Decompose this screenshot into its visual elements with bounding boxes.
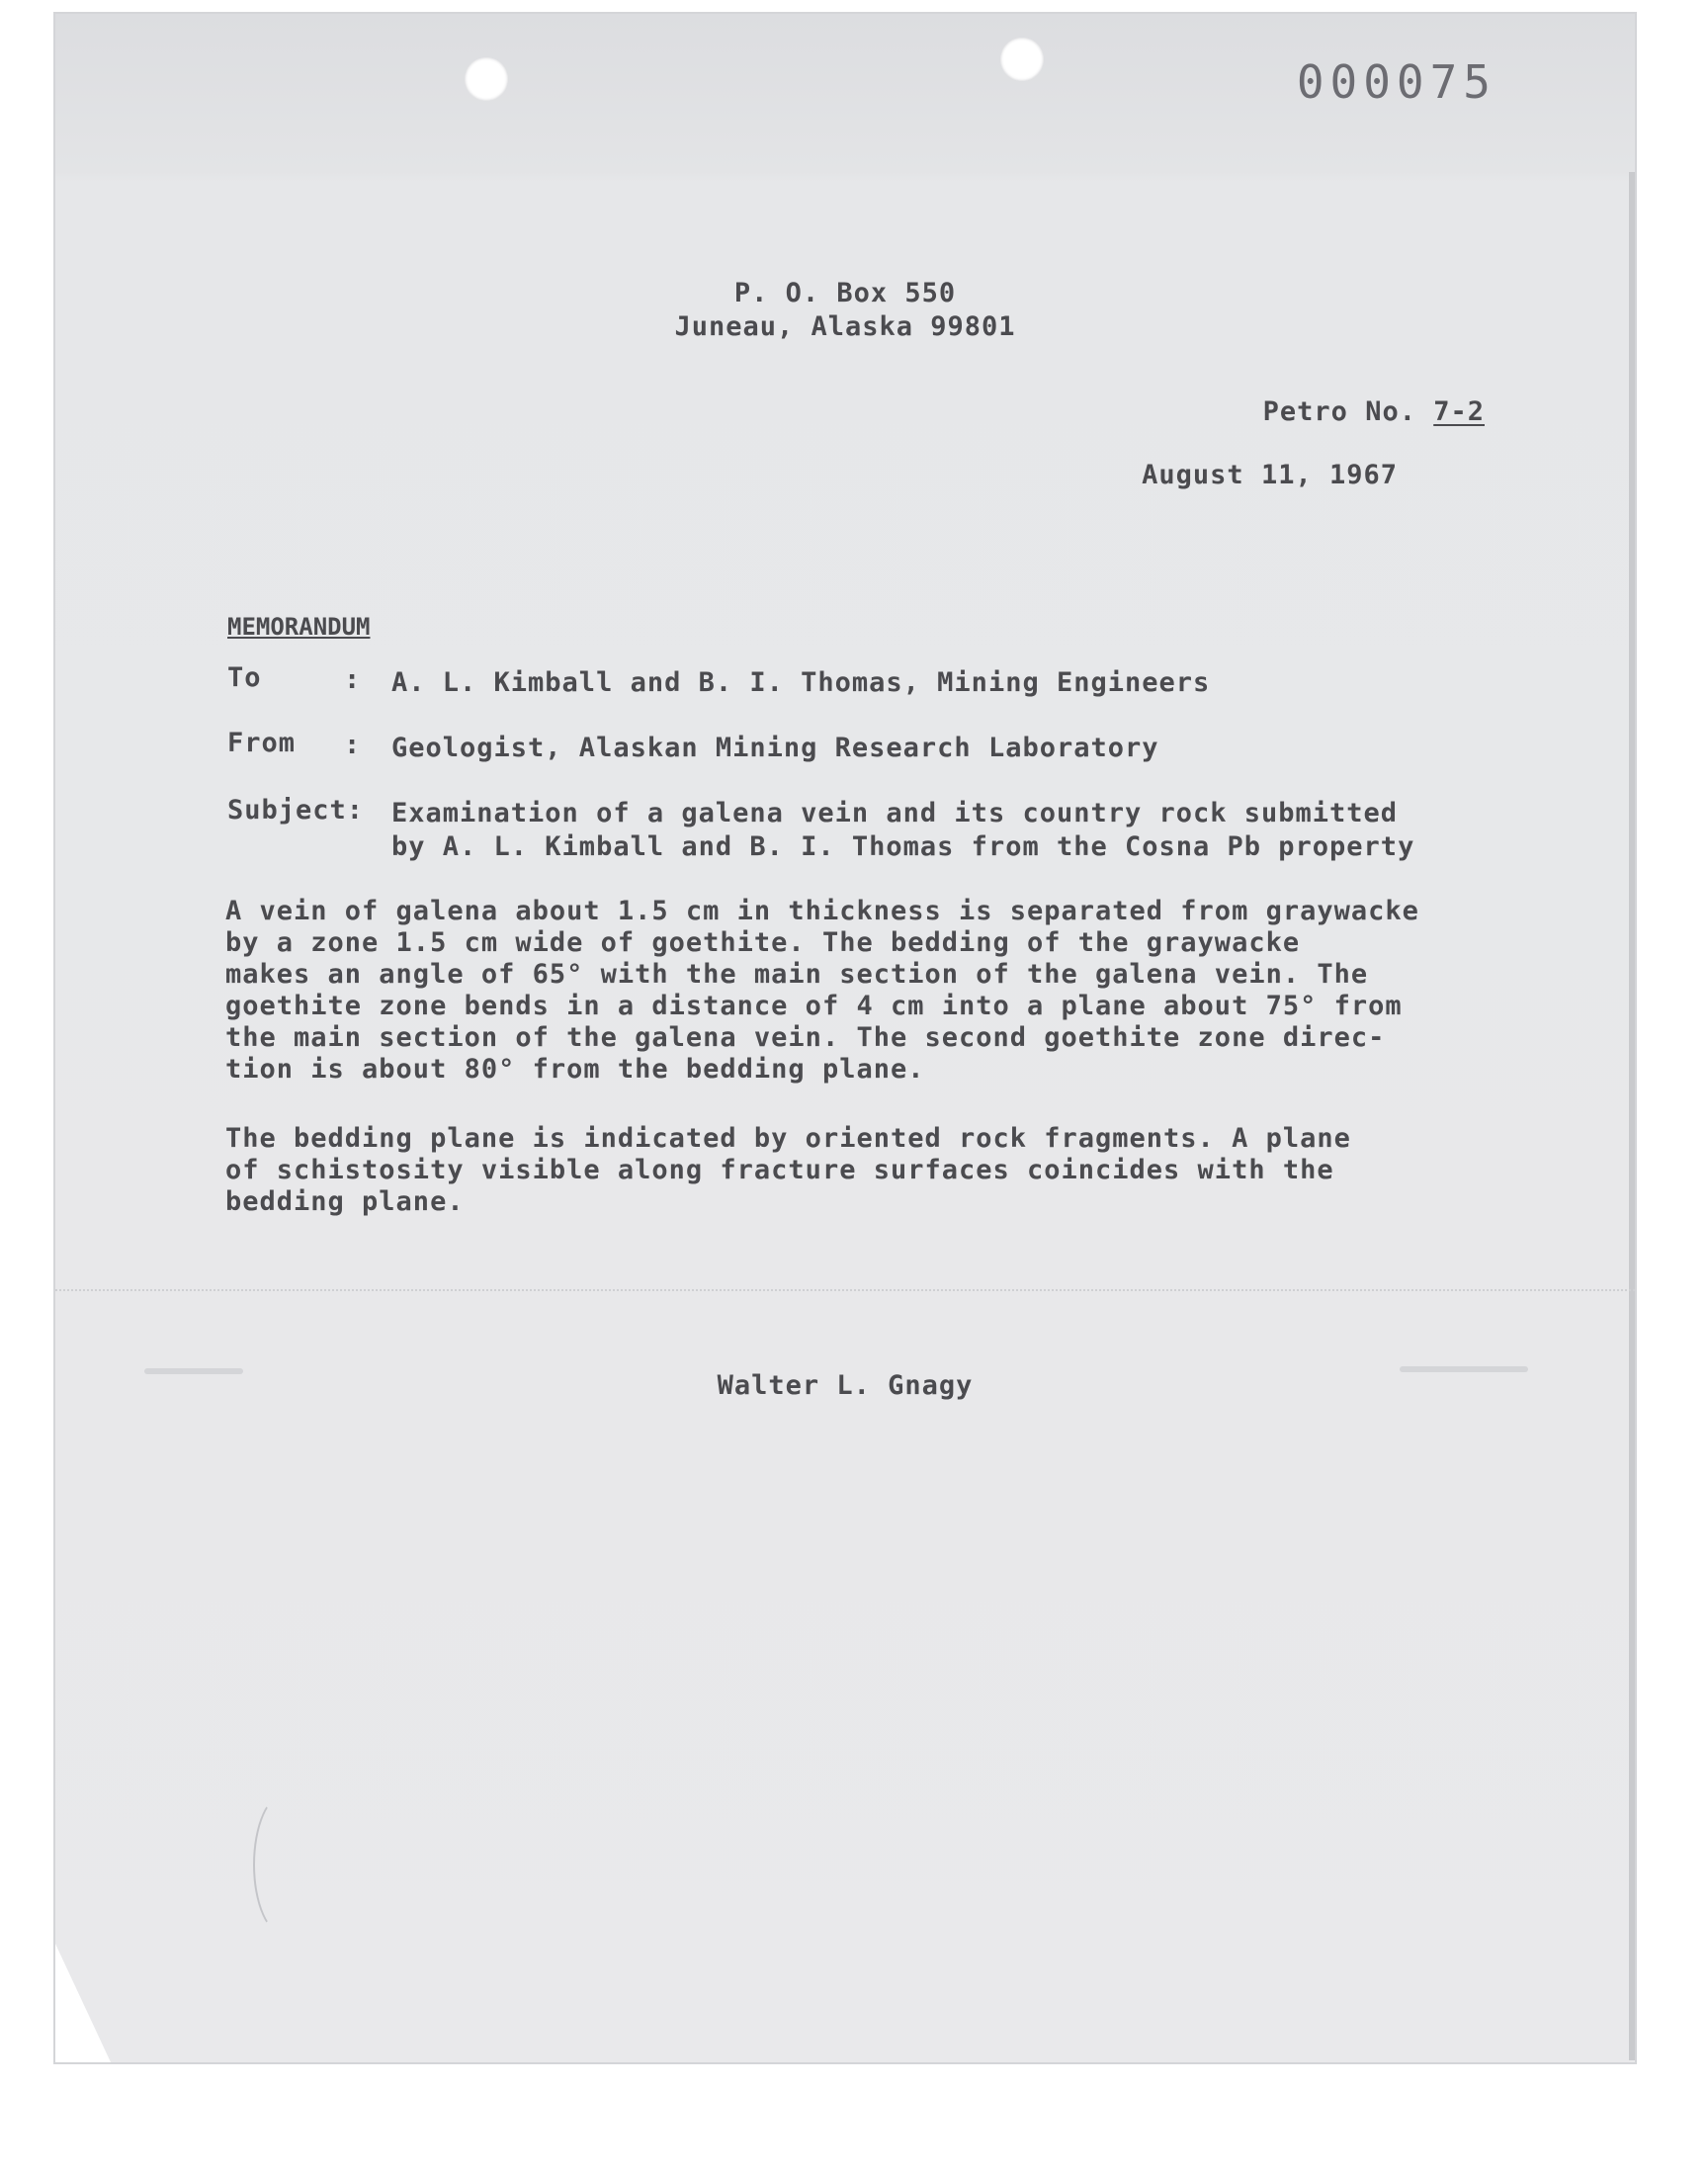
punch-hole-right: [1000, 38, 1044, 81]
petro-reference: [1263, 395, 1485, 428]
faint-dotted-rule: [55, 1289, 1635, 1291]
to-colon: :: [344, 664, 361, 695]
body-paragraph-2: The bedding plane is indicated by oriented rock fragments. A plane of schistosity visible along fracture surfaces coincides with the bedding plane.: [225, 1123, 1351, 1217]
memo-title: MEMORANDUM: [227, 613, 371, 641]
subject-line-2: by A. L. Kimball and B. I. Thomas from the Cosna Pb property: [391, 831, 1415, 862]
from-colon: :: [344, 730, 361, 760]
punch-hole-left: [465, 57, 508, 101]
address-line-1: P. O. Box 550: [733, 278, 957, 308]
from-label: From: [227, 728, 297, 758]
subject-label: Subject:: [227, 795, 365, 826]
folded-page-corner: [55, 1944, 111, 2062]
memo-page: [55, 14, 1635, 2062]
paper-scratch-mark: [253, 1793, 316, 1936]
signature-name: Walter L. Gnagy: [717, 1370, 974, 1401]
petro-label: Petro No.: [1262, 396, 1434, 427]
petro-number: 7-2: [1433, 396, 1485, 427]
page-edge-shadow: [1629, 172, 1635, 2060]
memo-date: August 11, 1967: [1142, 460, 1398, 490]
file-number-stamp: 000075: [1296, 55, 1496, 109]
letterhead-address: [55, 277, 1635, 344]
subject-line-1: Examination of a galena vein and its country rock submitted: [391, 798, 1399, 828]
body-paragraph-1: A vein of galena about 1.5 cm in thickness is separated from graywacke by a zone 1.5 cm wide of goethite. The bedding of the graywacke makes an angle of 65° with the main section of the galena vein. The goethite zone bends in a distance of 4 cm into a plane about 75° from the main section of the galena vein. The second goethite zone direc- tion is about 80° from the bedding plane.: [225, 896, 1419, 1085]
to-label: To: [227, 662, 262, 693]
from-value: Geologist, Alaskan Mining Research Laboratory: [391, 733, 1159, 763]
to-value: A. L. Kimball and B. I. Thomas, Mining Engineers: [391, 667, 1211, 698]
address-line-2: Juneau, Alaska 99801: [674, 311, 1016, 342]
